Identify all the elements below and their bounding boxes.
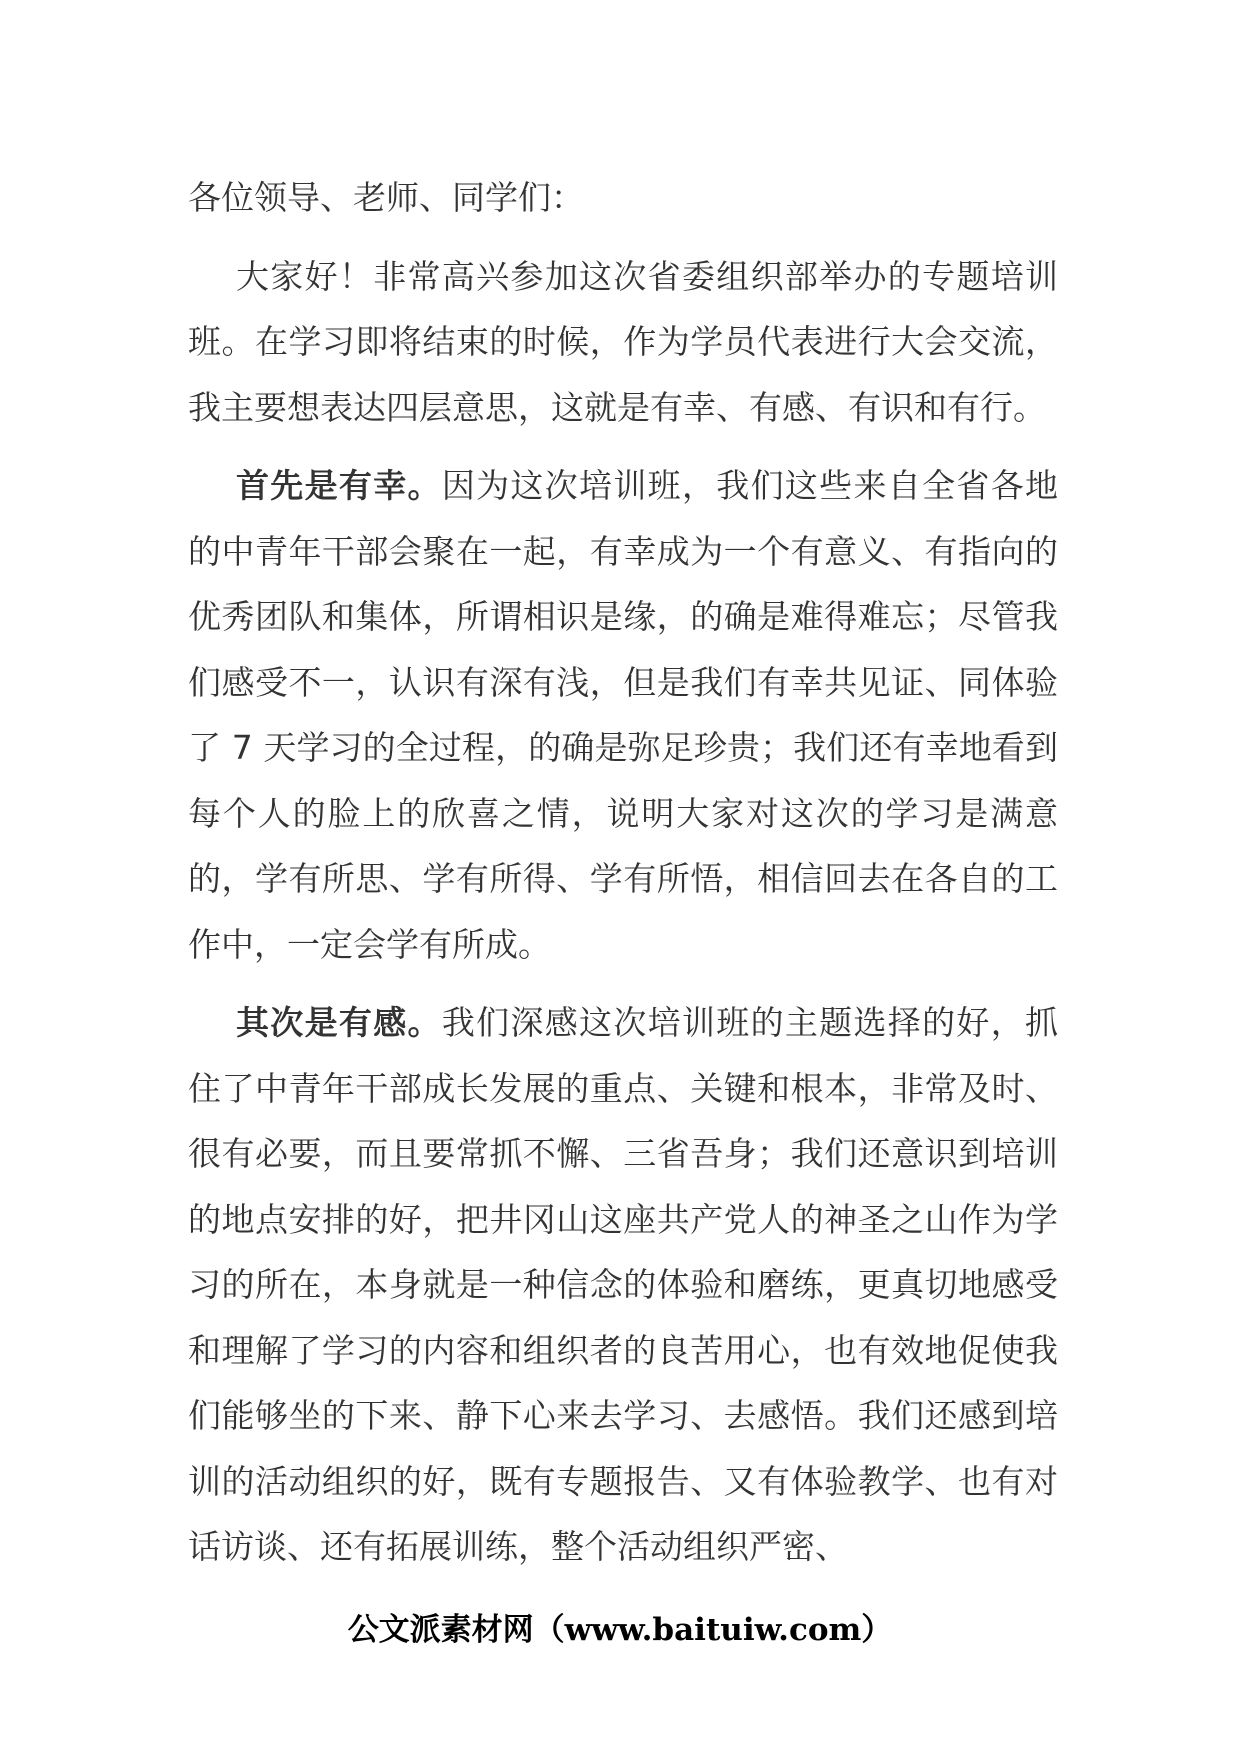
paragraph-lead: 其次是有感。 <box>236 1003 442 1042</box>
salutation: 各位领导、老师、同学们： <box>188 178 584 217</box>
footer-watermark: 公文派素材网（www.baituiw.com） <box>347 1612 893 1648</box>
paragraph-lead: 首先是有幸。 <box>236 466 442 505</box>
paragraph-feelings <box>188 990 1058 1580</box>
paragraph-text: 大家好！非常高兴参加这次省委组织部举办的专题培训班。在学习即将结束的时候，作为学员代表进行大会交流，我主要想表达四层意思，这就是有幸、有感、有识和有行。 <box>188 256 1058 427</box>
paragraph-greeting <box>188 244 1058 441</box>
paragraph-fortunate <box>188 453 1058 977</box>
paragraph-text: 我们深感这次培训班的主题选择的好，抓住了中青年干部成长发展的重点、关键和根本，非常及时、很有必要，而且要常抓不懈、三省吾身；我们还意识到培训的地点安排的好，把井冈山这座共产党人的神圣之山作为学习的所在，本身就是一种信念的体验和磨练，更真切地感受和理解了学习的内容和组织者的良苦用心，也有效地促使我们能够坐的下来、静下心来去学习、去感悟。我们还感到培训的活动组织的好，既有专题报告、又有体验教学、也有对话访谈、还有拓展训练，整个活动组织严密、 <box>188 1003 1059 1566</box>
paragraph-text: 因为这次培训班，我们这些来自全省各地的中青年干部会聚在一起，有幸成为一个有意义、有指向的优秀团队和集体，所谓相识是缘，的确是难得难忘；尽管我们感受不一，认识有深有浅，但是我们有幸共见证、同体验了 7 天学习的全过程，的确是弥足珍贵；我们还有幸地看到每个人的脸上的欣喜之情，说明大家对这次的学习是满意的，学有所思、学有所得、学有所悟，相信回去在各自的工作中，一定会学有所成。 <box>188 466 1059 964</box>
document-body <box>188 165 1058 1593</box>
